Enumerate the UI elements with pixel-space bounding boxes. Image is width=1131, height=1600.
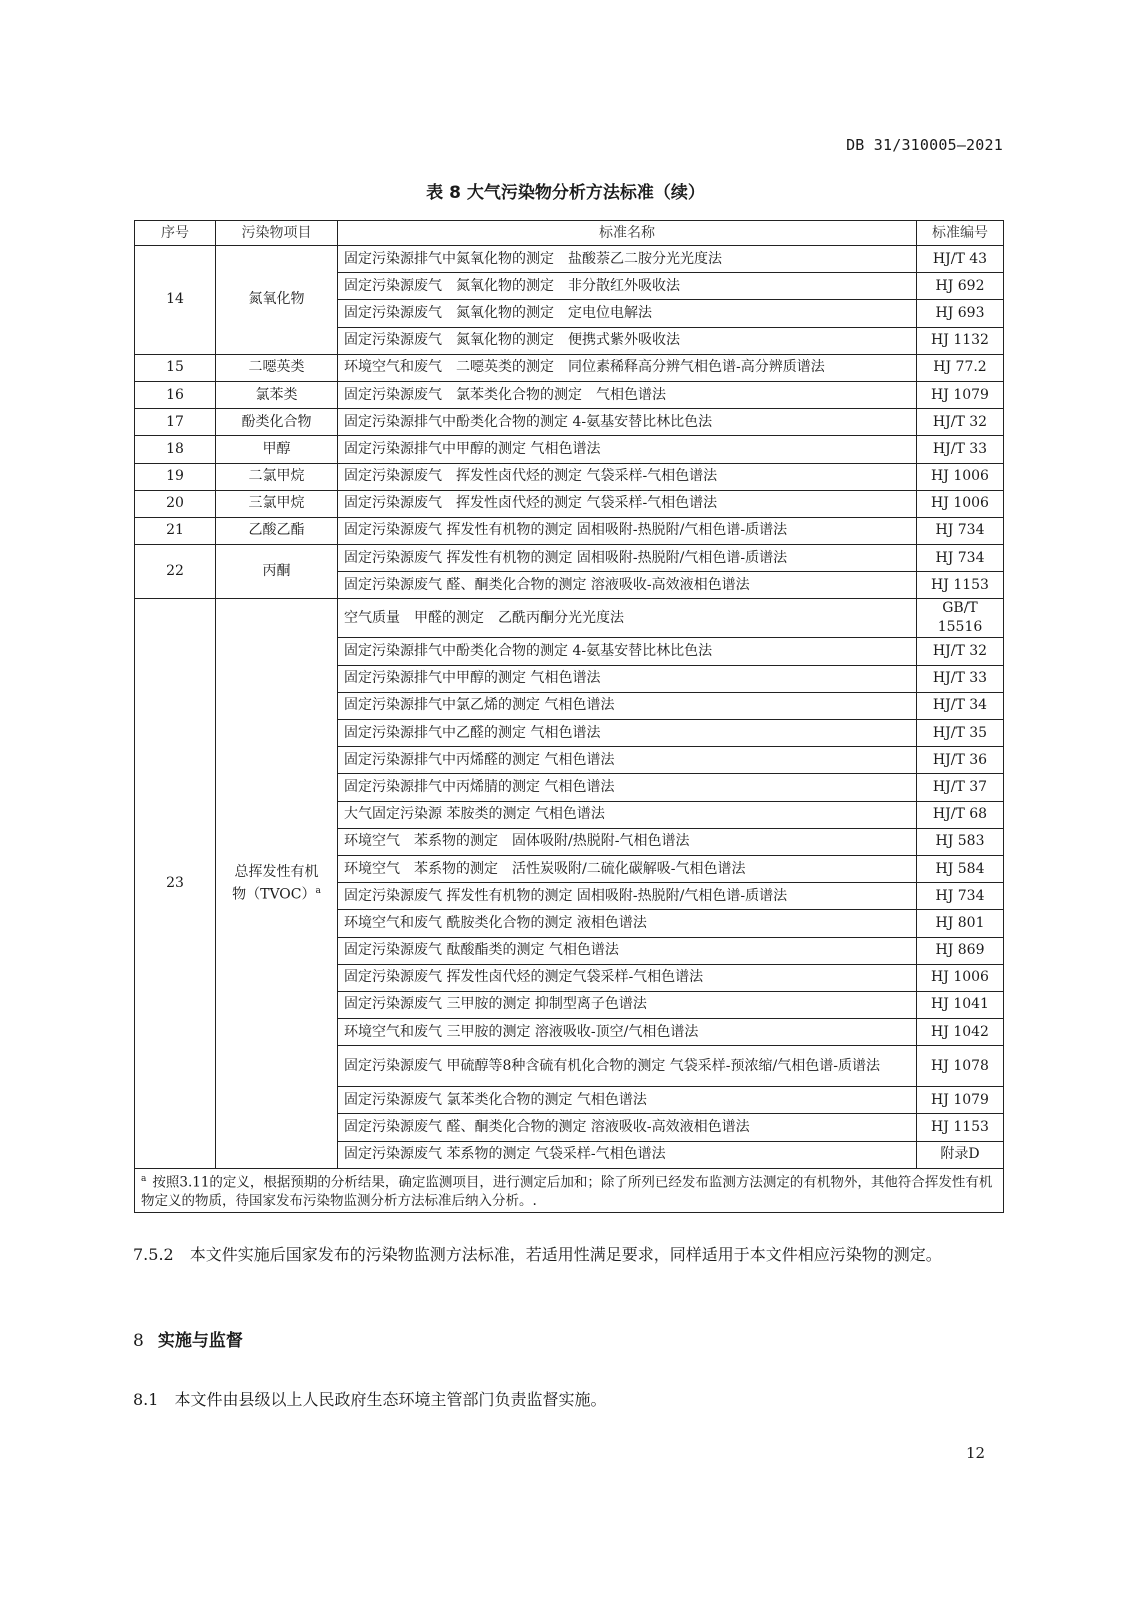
cell-serial-no: 22: [135, 545, 216, 599]
table-row: [135, 409, 1004, 436]
cell-standard-name: 固定污染源废气 氮氧化物的测定 非分散红外吸收法: [338, 273, 917, 300]
paragraph-8-1: 8.1 本文件由县级以上人民政府生态环境主管部门负责监督实施。: [133, 1390, 607, 1409]
cell-serial-no: 20: [135, 490, 216, 517]
table-footnote-row: [135, 1168, 1004, 1213]
document-code: DB 31/310005—2021: [846, 136, 1003, 154]
cell-standard-name: 固定污染源排气中酚类化合物的测定 4-氨基安替比林比色法: [338, 409, 917, 436]
footnote-marker: a: [315, 885, 321, 896]
pollutant-item-label: 氯苯类: [255, 386, 298, 403]
cell-serial-no: 14: [135, 246, 216, 355]
cell-standard-name: 大气固定污染源 苯胺类的测定 气相色谱法: [338, 801, 917, 828]
cell-standard-code: HJ/T 35: [917, 720, 1004, 747]
section-title: 实施与监督: [157, 1331, 243, 1351]
cell-standard-name: 固定污染源废气 醛、酮类化合物的测定 溶液吸收-高效液相色谱法: [338, 572, 917, 599]
cell-standard-name: 固定污染源排气中丙烯腈的测定 气相色谱法: [338, 774, 917, 801]
cell-standard-name: 环境空气和废气 三甲胺的测定 溶液吸收-顶空/气相色谱法: [338, 1019, 917, 1046]
cell-pollutant-item: [216, 490, 338, 517]
cell-standard-name: 环境空气和废气 酰胺类化合物的测定 液相色谱法: [338, 910, 917, 937]
cell-pollutant-item: [216, 409, 338, 436]
cell-standard-name: 固定污染源废气 氯苯类化合物的测定 气相色谱法: [338, 1087, 917, 1114]
cell-standard-name: 固定污染源废气 挥发性有机物的测定 固相吸附-热脱附/气相色谱-质谱法: [338, 883, 917, 910]
cell-standard-code: HJ 734: [917, 517, 1004, 544]
cell-serial-no: 17: [135, 409, 216, 436]
cell-pollutant-item: [216, 354, 338, 381]
footnote-text: 按照3.11的定义，根据预期的分析结果，确定监测项目，进行测定后加和；除了所列已经发布监测方法测定的有机物外，其他符合挥发性有机物定义的物质，待国家发布污染物监测分析方法标准后纳入分析。.: [141, 1174, 993, 1210]
pollutant-item-label: 氮氧化物: [248, 291, 305, 308]
cell-standard-code: HJ 1006: [917, 463, 1004, 490]
cell-standard-name: 固定污染源废气 挥发性卤代烃的测定 气袋采样-气相色谱法: [338, 463, 917, 490]
cell-standard-code: HJ 1153: [917, 572, 1004, 599]
cell-pollutant-item: [216, 246, 338, 355]
page-number: 12: [966, 1444, 986, 1462]
cell-standard-code: HJ 584: [917, 855, 1004, 882]
pollutant-item-label: 甲醇: [262, 440, 291, 457]
paragraph-7-5-2: 7.5.2 本文件实施后国家发布的污染物监测方法标准，若适用性满足要求，同样适用于本文件相应污染物的测定。: [133, 1245, 942, 1264]
cell-standard-name: 固定污染源废气 挥发性卤代烃的测定气袋采样-气相色谱法: [338, 964, 917, 991]
cell-standard-code: HJ 869: [917, 937, 1004, 964]
analysis-method-standards-table: [134, 220, 1004, 1213]
pollutant-item-label: 二氯甲烷: [248, 468, 305, 485]
table-row: [135, 599, 1004, 638]
cell-standard-code: HJ 692: [917, 273, 1004, 300]
cell-standard-name: 固定污染源废气 氮氧化物的测定 便携式紫外吸收法: [338, 327, 917, 354]
cell-standard-code: HJ 1006: [917, 490, 1004, 517]
pollutant-item-label: 丙酮: [262, 563, 291, 580]
cell-pollutant-item: [216, 381, 338, 408]
cell-standard-code: HJ/T 43: [917, 246, 1004, 273]
table-row: [135, 381, 1004, 408]
cell-standard-name: 固定污染源废气 挥发性有机物的测定 固相吸附-热脱附/气相色谱-质谱法: [338, 545, 917, 572]
cell-standard-name: 固定污染源排气中酚类化合物的测定 4-氨基安替比林比色法: [338, 638, 917, 665]
cell-standard-name: 固定污染源废气 酞酸酯类的测定 气相色谱法: [338, 937, 917, 964]
cell-standard-code: HJ 1041: [917, 991, 1004, 1018]
cell-standard-name: 固定污染源废气 苯系物的测定 气袋采样-气相色谱法: [338, 1141, 917, 1168]
cell-standard-code: HJ 1132: [917, 327, 1004, 354]
cell-standard-code: HJ 1153: [917, 1114, 1004, 1141]
cell-standard-code: GB/T 15516: [917, 599, 1004, 638]
cell-standard-name: 固定污染源废气 挥发性有机物的测定 固相吸附-热脱附/气相色谱-质谱法: [338, 517, 917, 544]
pollutant-item-label: 乙酸乙酯: [248, 522, 305, 539]
table-row: [135, 463, 1004, 490]
pollutant-item-label: 酚类化合物: [241, 413, 312, 430]
cell-standard-code: HJ/T 34: [917, 692, 1004, 719]
cell-serial-no: 18: [135, 436, 216, 463]
cell-serial-no: 19: [135, 463, 216, 490]
cell-standard-code: HJ 77.2: [917, 354, 1004, 381]
table-row: [135, 490, 1004, 517]
table-row: [135, 436, 1004, 463]
table-row: [135, 545, 1004, 572]
cell-pollutant-item: [216, 545, 338, 599]
cell-standard-code: HJ 583: [917, 828, 1004, 855]
cell-standard-code: HJ 1079: [917, 381, 1004, 408]
column-header-no: 序号: [135, 221, 216, 246]
cell-standard-code: HJ/T 32: [917, 409, 1004, 436]
cell-standard-code: HJ 801: [917, 910, 1004, 937]
column-header-item: 污染物项目: [216, 221, 338, 246]
cell-pollutant-item: [216, 436, 338, 463]
cell-standard-name: 环境空气 苯系物的测定 活性炭吸附/二硫化碳解吸-气相色谱法: [338, 855, 917, 882]
cell-standard-code: HJ/T 33: [917, 665, 1004, 692]
column-header-name: 标准名称: [338, 221, 917, 246]
cell-standard-code: HJ 734: [917, 545, 1004, 572]
cell-standard-code: HJ/T 32: [917, 638, 1004, 665]
cell-standard-name: 固定污染源排气中氯乙烯的测定 气相色谱法: [338, 692, 917, 719]
cell-pollutant-item: [216, 517, 338, 544]
cell-standard-code: HJ 1006: [917, 964, 1004, 991]
cell-pollutant-item: [216, 599, 338, 1168]
cell-standard-code: HJ 734: [917, 883, 1004, 910]
cell-standard-code: HJ/T 37: [917, 774, 1004, 801]
pollutant-item-label: 总挥发性有机物（TVOC）: [232, 863, 319, 903]
cell-standard-name: 固定污染源排气中乙醛的测定 气相色谱法: [338, 720, 917, 747]
cell-standard-code: 附录D: [917, 1141, 1004, 1168]
cell-standard-name: 固定污染源排气中丙烯醛的测定 气相色谱法: [338, 747, 917, 774]
section-number: 8: [133, 1331, 144, 1351]
cell-standard-name: 固定污染源废气 甲硫醇等8种含硫有机化合物的测定 气袋采样-预浓缩/气相色谱-质谱法: [338, 1046, 917, 1087]
cell-standard-name: 环境空气和废气 二噁英类的测定 同位素稀释高分辨气相色谱-高分辨质谱法: [338, 354, 917, 381]
footnote-marker: a: [141, 1173, 147, 1184]
cell-standard-name: 固定污染源废气 氮氧化物的测定 定电位电解法: [338, 300, 917, 327]
cell-standard-code: HJ 1078: [917, 1046, 1004, 1087]
cell-standard-name: 固定污染源排气中甲醇的测定 气相色谱法: [338, 436, 917, 463]
section-8-heading: [133, 1326, 243, 1351]
cell-serial-no: 23: [135, 599, 216, 1168]
cell-standard-name: 固定污染源废气 三甲胺的测定 抑制型离子色谱法: [338, 991, 917, 1018]
table-row: [135, 354, 1004, 381]
pollutant-item-label: 三氯甲烷: [248, 495, 305, 512]
table-row: [135, 517, 1004, 544]
cell-standard-code: HJ 693: [917, 300, 1004, 327]
cell-standard-code: HJ 1042: [917, 1019, 1004, 1046]
cell-serial-no: 16: [135, 381, 216, 408]
table-footnote: [135, 1168, 1004, 1213]
cell-standard-name: 环境空气 苯系物的测定 固体吸附/热脱附-气相色谱法: [338, 828, 917, 855]
cell-standard-code: HJ 1079: [917, 1087, 1004, 1114]
cell-pollutant-item: [216, 463, 338, 490]
table-row: [135, 246, 1004, 273]
column-header-code: 标准编号: [917, 221, 1004, 246]
cell-serial-no: 15: [135, 354, 216, 381]
cell-standard-name: 固定污染源废气 醛、酮类化合物的测定 溶液吸收-高效液相色谱法: [338, 1114, 917, 1141]
cell-standard-name: 空气质量 甲醛的测定 乙酰丙酮分光光度法: [338, 599, 917, 638]
table-title: 表 8 大气污染物分析方法标准（续）: [426, 183, 705, 203]
cell-standard-name: 固定污染源排气中氮氧化物的测定 盐酸萘乙二胺分光光度法: [338, 246, 917, 273]
cell-standard-code: HJ/T 33: [917, 436, 1004, 463]
cell-standard-name: 固定污染源废气 挥发性卤代烃的测定 气袋采样-气相色谱法: [338, 490, 917, 517]
table-header-row: [135, 221, 1004, 246]
cell-standard-code: HJ/T 68: [917, 801, 1004, 828]
cell-standard-code: HJ/T 36: [917, 747, 1004, 774]
cell-standard-name: 固定污染源排气中甲醇的测定 气相色谱法: [338, 665, 917, 692]
cell-standard-name: 固定污染源废气 氯苯类化合物的测定 气相色谱法: [338, 381, 917, 408]
pollutant-item-label: 二噁英类: [248, 359, 305, 376]
cell-serial-no: 21: [135, 517, 216, 544]
